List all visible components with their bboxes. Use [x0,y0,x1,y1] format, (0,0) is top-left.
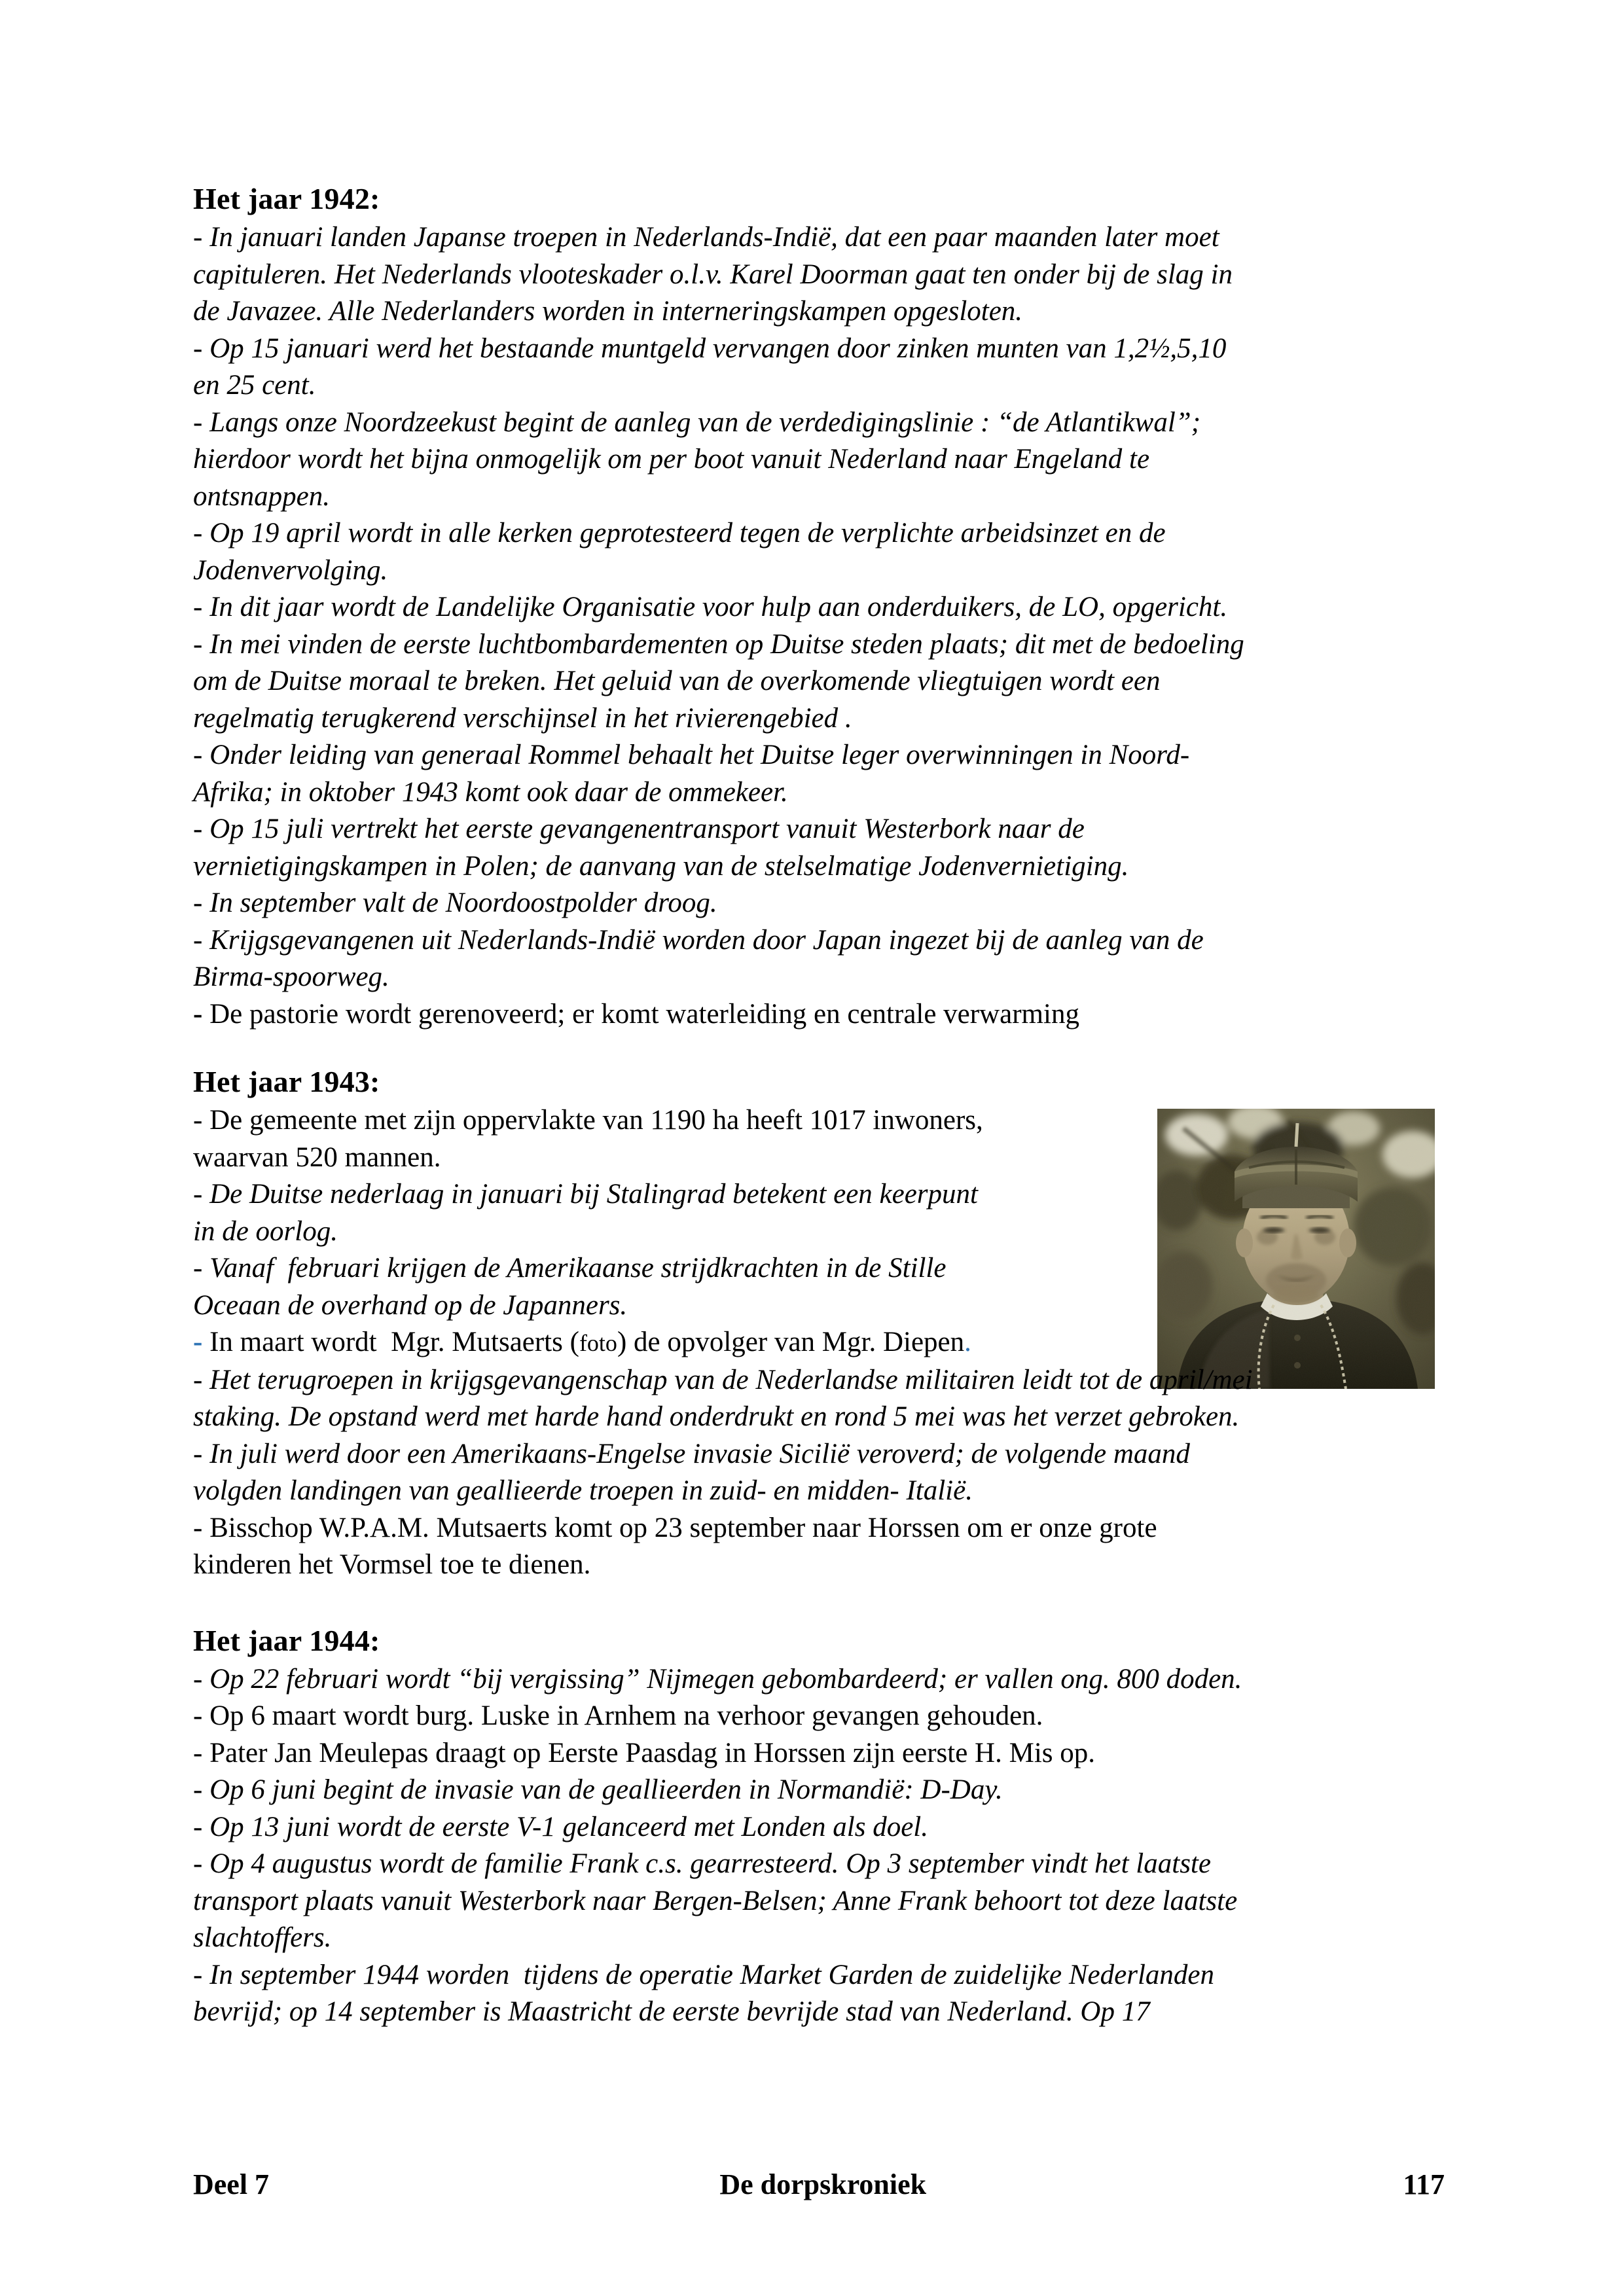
line-bullet-dash: - [193,1700,210,1731]
line-text: Afrika; in oktober 1943 komt ook daar de ommekeer. [193,776,788,808]
line-text: kinderen het Vormsel toe te dienen. [193,1549,591,1580]
chronicle-line [193,293,1445,331]
line-text: Birma-spoorweg. [193,961,389,992]
year-heading: Het jaar 1944: [193,1623,380,1657]
chronicle-line [193,219,1445,257]
line-text: ) de opvolger van Mgr. Diepen [617,1327,965,1357]
chronicle-line [193,1362,1445,1399]
line-text: bevrijd; op 14 september is Maastricht de eerste bevrijde stad van Nederland. Op 17 [193,1996,1150,2027]
line-text: Op 6 maart wordt burg. Luske in Arnhem na verhoor gevangen gehouden. [209,1700,1043,1731]
chronicle-line [193,1213,1142,1251]
footer-page-number: 117 [1403,2168,1445,2200]
footer-book-title: De dorpskroniek [719,2168,927,2200]
chronicle-line [193,774,1445,812]
chronicle-line [193,700,1445,738]
line-text: slachtoffers. [193,1922,332,1953]
line-bullet-dash: - [193,1364,210,1395]
line-text: In juli werd door een Amerikaans-Engelse invasie Sicilië veroverd; de volgende maand [209,1438,1190,1469]
chronicle-line [193,885,1445,922]
line-text: In mei vinden de eerste luchtbombardementen op Duitse steden plaats; dit met de bedoeling [209,628,1244,660]
chronicle-line [193,1139,1142,1177]
chronicle-line [193,959,1445,996]
line-text: De gemeente met zijn oppervlakte van 1190 ha heeft 1017 inwoners, [209,1105,983,1136]
chronicle-line [193,331,1445,368]
chronicle-line [193,1772,1445,1809]
line-text: in de oorlog. [193,1215,338,1247]
page-footer [193,2168,1445,2202]
line-text: In januari landen Japanse troepen in Nederlands-Indië, dat een paar maanden later moet [209,222,1219,253]
line-text: regelmatig terugkerend verschijnsel in het rivierengebied . [193,702,852,734]
chronicle-line [193,737,1445,774]
line-text: Jodenvervolging. [193,554,388,586]
line-bullet-dash: - [193,1663,210,1695]
chronicle-line [193,404,1445,442]
chronicle-line [193,1547,1445,1584]
chronicle-line [193,1846,1445,1883]
chronicle-line [193,1809,1445,1846]
line-text: Op 13 juni wordt de eerste V-1 gelanceerd met Londen als doel. [209,1811,928,1842]
line-text: transport plaats vanuit Westerbork naar Bergen-Belsen; Anne Frank behoort tot deze laatste [193,1885,1238,1916]
line-bullet-dash: - [193,814,210,844]
page-content [193,180,1445,2031]
line-bullet-dash: - [193,1438,210,1469]
line-text: Oceaan de overhand op de Japanners. [193,1289,628,1321]
line-bullet-dash: - [193,1737,210,1768]
line-text: Langs onze Noordzeekust begint de aanleg van de verdedigingslinie : “de Atlantikwal”; [209,406,1201,438]
chronicle-line [193,848,1445,886]
chronicle-line [193,1735,1445,1772]
line-bullet-dash: - [193,1179,210,1210]
chronicle-line [193,1661,1445,1698]
line-text: Vanaf februari krijgen de Amerikaanse strijdkrachten in de Stille [209,1253,947,1283]
line-text: In dit jaar wordt de Landelijke Organisatie voor hulp aan onderduikers, de LO, opgericht. [209,592,1228,622]
chronicle-line [193,1287,1142,1325]
chronicle-line [193,626,1445,664]
chronicle-line [193,1176,1142,1213]
line-bullet-dash: - [193,1327,210,1357]
chronicle-line [193,1510,1445,1547]
line-text: Op 19 april wordt in alle kerken geprotesteerd tegen de verplichte arbeidsinzet en de [209,518,1166,548]
photo-reference-note: foto [579,1330,617,1356]
line-text: In september 1944 worden tijdens de operatie Market Garden de zuidelijke Nederlanden [209,1959,1214,1990]
year-heading: Het jaar 1942: [193,182,380,215]
line-bullet-dash: - [193,1848,210,1879]
line-bullet-dash: - [193,924,210,956]
chronicle-line [193,515,1445,552]
line-bullet-dash: - [193,406,210,438]
chronicle-line [193,1250,1142,1287]
chronicle-line [193,1698,1445,1735]
chronicle-line [193,922,1445,960]
chronicle-line [193,1436,1445,1473]
line-text: de Javazee. Alle Nederlanders worden in interneringskampen opgesloten. [193,296,1023,327]
line-bullet-dash: - [193,1959,210,1990]
chronicle-line [193,1957,1445,1994]
chronicle-line [193,1102,1142,1139]
line-text: Pater Jan Meulepas draagt op Eerste Paasdag in Horssen zijn eerste H. Mis op. [209,1737,1096,1768]
year-heading: Het jaar 1943: [193,1065,380,1098]
chronicle-line [193,441,1445,478]
line-bullet-dash: - [193,332,210,364]
line-text: volgden landingen van geallieerde troepen in zuid- en midden- Italië. [193,1475,973,1506]
line-bullet-dash: - [193,1105,210,1136]
footer-part-label: Deel 7 [193,2168,270,2200]
chronicle-line [193,1883,1445,1920]
chronicle-line [193,663,1445,700]
chronicle-line [193,996,1445,1033]
line-bullet-dash: - [193,628,210,660]
line-end-period: . [964,1327,971,1357]
chronicle-line [193,367,1445,404]
line-bullet-dash: - [193,1774,210,1805]
line-text: Op 22 februari wordt “bij vergissing” Nijmegen gebombardeerd; er vallen ong. 800 doden. [209,1663,1242,1695]
line-bullet-dash: - [193,1253,210,1283]
line-text: ontsnappen. [193,480,331,512]
chronicle-line [193,1399,1445,1436]
line-text: staking. De opstand werd met harde hand onderdrukt en rond 5 mei was het verzet gebroken. [193,1401,1240,1432]
chronicle-line [193,1324,1142,1362]
line-bullet-dash: - [193,592,210,622]
line-text: vernietigingskampen in Polen; de aanvang van de stelselmatige Jodenvernietiging. [193,850,1129,882]
chronicle-line [193,478,1445,516]
line-text: Bisschop W.P.A.M. Mutsaerts komt op 23 september naar Horssen om er onze grote [209,1512,1157,1543]
chronicle-line [193,1994,1445,2031]
line-text: capituleren. Het Nederlands vlooteskader o.l.v. Karel Doorman gaat ten onder bij de slag in [193,259,1233,290]
chronicle-line [193,257,1445,294]
line-text: In maart wordt Mgr. Mutsaerts ( [209,1327,579,1357]
year-section [193,1622,1445,2031]
line-bullet-dash: - [193,1512,210,1543]
year-section [193,180,1445,1033]
line-text: en 25 cent. [193,370,316,401]
line-text: waarvan 520 mannen. [193,1141,441,1173]
chronicle-line [193,1473,1445,1510]
chronicle-line [193,552,1445,590]
line-bullet-dash: - [193,1811,210,1842]
line-text: De Duitse nederlaag in januari bij Stalingrad betekent een keerpunt [209,1179,978,1210]
chronicle-line [193,589,1445,626]
line-text: om de Duitse moraal te breken. Het geluid van de overkomende vliegtuigen wordt een [193,666,1161,696]
line-bullet-dash: - [193,998,210,1030]
year-section [193,1063,1445,1584]
line-bullet-dash: - [193,740,210,770]
line-text: Krijgsgevangenen uit Nederlands-Indië worden door Japan ingezet bij de aanleg van de [209,924,1204,956]
chronicle-line [193,1920,1445,1957]
chronicle-line [193,811,1445,848]
line-bullet-dash: - [193,518,210,548]
line-text: In september valt de Noordoostpolder droog. [209,888,717,918]
line-text: Het terugroepen in krijgsgevangenschap van de Nederlandse militairen leidt tot de april/mei [209,1364,1253,1395]
line-text: Op 4 augustus wordt de familie Frank c.s. gearresteerd. Op 3 september vindt het laatste [209,1848,1211,1879]
line-text: Op 15 januari werd het bestaande muntgeld vervangen door zinken munten van 1,2½,5,10 [209,332,1227,364]
sections-container [193,180,1445,2031]
line-bullet-dash: - [193,222,210,253]
line-text: De pastorie wordt gerenoveerd; er komt waterleiding en centrale verwarming [209,998,1079,1030]
line-text: Op 15 juli vertrekt het eerste gevangenentransport vanuit Westerbork naar de [209,814,1085,844]
line-text: hierdoor wordt het bijna onmogelijk om per boot vanuit Nederland naar Engeland te [193,444,1150,475]
line-text: Op 6 juni begint de invasie van de geallieerden in Normandië: D-Day. [209,1774,1003,1805]
line-bullet-dash: - [193,888,210,918]
line-text: Onder leiding van generaal Rommel behaalt het Duitse leger overwinningen in Noord- [209,740,1190,770]
